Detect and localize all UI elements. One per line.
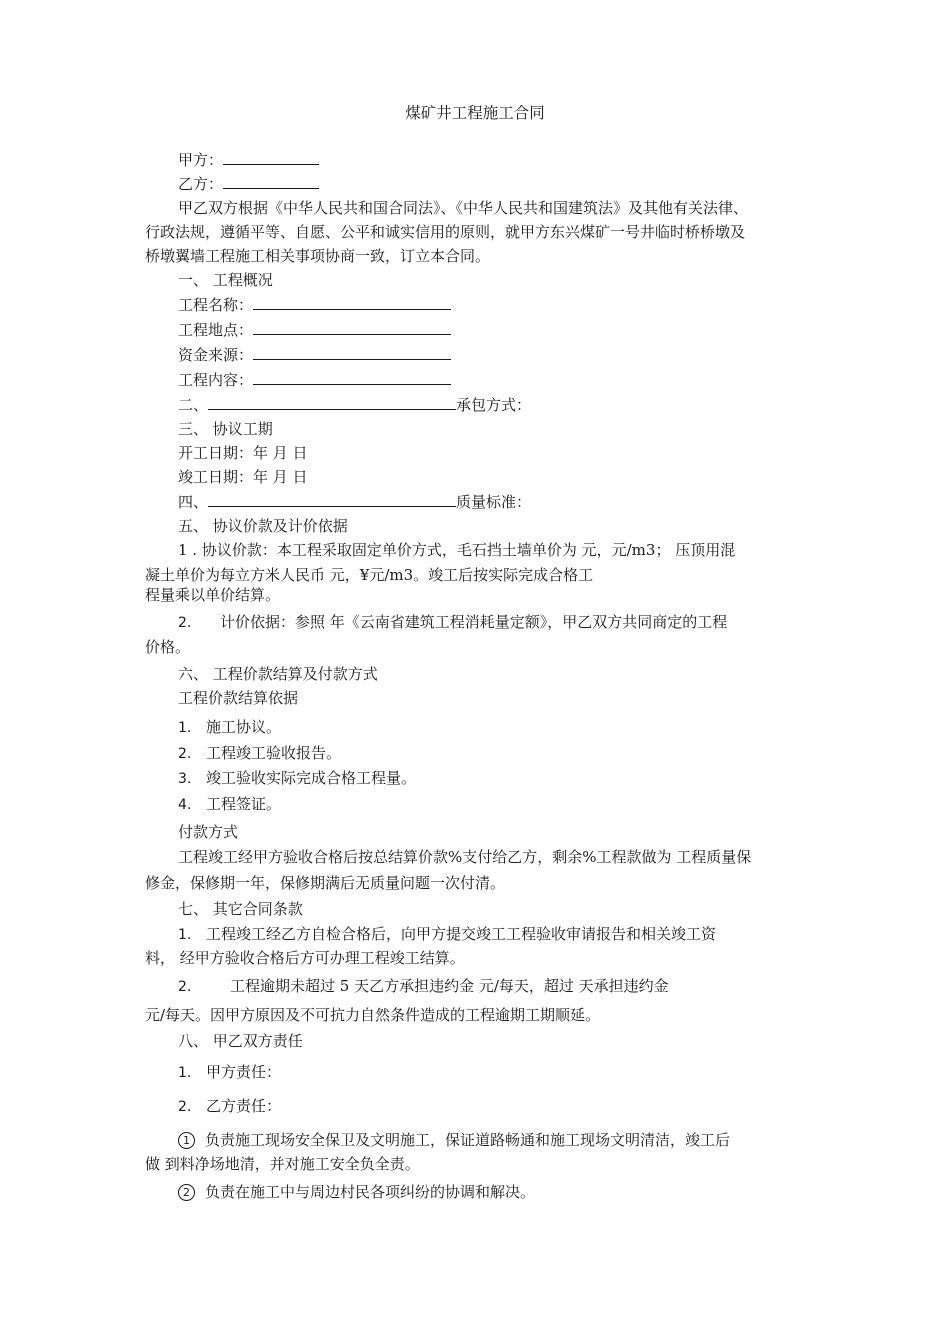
project-place-blank [253,320,451,335]
settlement-item-1 [178,717,281,738]
settlement-item-text: 工程竣工验收报告。 [206,744,342,762]
clause-2-line-1 [178,976,669,997]
intro-line-2: 行政法规，遵循平等、自愿、公平和诚实信用的原则，就甲方东兴煤矿一号井临时桥桥墩及 [145,223,746,241]
clause-2-text: 工程逾期未超过 5 天乙方承担违约金 元/每天，超过 天承担违约金 [230,977,669,995]
settlement-item-3 [178,768,416,789]
pricing-basis-line-1 [178,612,727,633]
project-place-line [178,320,451,340]
fund-source-blank [253,345,451,360]
pricing-basis-number: 2. [178,615,192,631]
settlement-item-number: 4. [178,797,192,813]
settlement-basis-heading: 工程价款结算依据 [178,689,299,707]
project-content-line [178,370,451,390]
project-name-label: 工程名称： [178,296,254,314]
section-4-blank [208,492,456,507]
duty-item-1-line-1 [178,1130,730,1150]
payment-line-2: 修金，保修期一年，保修期满后无质量问题一次付清。 [145,874,506,892]
section-1-heading: 一、 工程概况 [178,271,273,289]
project-content-label: 工程内容： [178,371,254,389]
duty-item-2-line [178,1182,535,1202]
payment-line-1: 工程竣工经甲方验收合格后按总结算价款%支付给乙方，剩余%工程款做为 工程质量保 [178,848,752,866]
section-2-line [178,395,531,415]
settlement-item-number: 3. [178,771,192,787]
end-date-line: 竣工日期：年 月 日 [178,468,308,486]
duty-item-1-text: 负责施工现场安全保卫及文明施工，保证道路畅通和施工现场文明清洁，竣工后 [205,1131,731,1149]
party-b-duty-text: 乙方责任： [206,1097,282,1115]
settlement-item-text: 工程签证。 [206,795,282,813]
price-line-2: 凝土单价为每立方米人民币 元，¥元/m3。竣工后按实际完成合格工 [145,566,594,584]
section-4-prefix: 四、 [178,493,209,511]
clause-1-number: 1. [178,927,192,943]
section-6-heading: 六、 工程价款结算及付款方式 [178,665,378,683]
settlement-item-number: 1. [178,720,192,736]
party-b-duty-line [178,1096,281,1117]
fund-source-line [178,345,451,365]
start-date-line: 开工日期：年 月 日 [178,444,308,462]
party-b-line [178,174,319,194]
project-name-blank [253,295,451,310]
project-name-line [178,295,451,315]
section-4-suffix: 质量标准： [456,493,532,511]
price-line-1: 1 . 协议价款：本工程采取固定单价方式，毛石挡土墙单价为 元，元/m3； 压顶用混 [178,541,736,559]
section-4-line [178,492,531,512]
clause-1-line-1 [178,924,716,945]
document-title: 煤矿井工程施工合同 [405,104,545,122]
pricing-basis-text: 计价依据：参照 年《云南省建筑工程消耗量定额》，甲乙双方共同商定的工程 [220,613,728,631]
section-2-prefix: 二、 [178,396,209,414]
intro-line-3: 桥墩翼墙工程施工相关事项协商一致，订立本合同。 [145,247,491,265]
clause-1-line-2: 料， 经甲方验收合格后方可办理工程竣工结算。 [145,949,465,967]
party-b-label: 乙方： [178,175,224,193]
settlement-item-2 [178,743,341,764]
circled-number-1: 1 [178,1132,195,1149]
section-2-blank [208,395,456,410]
clause-1-text: 工程竣工经乙方自检合格后，向甲方提交竣工工程验收审请报告和相关竣工资 [206,925,717,943]
clause-2-number: 2. [178,979,192,995]
project-place-label: 工程地点： [178,321,254,339]
party-a-duty-line [178,1062,281,1083]
settlement-item-4 [178,794,281,815]
intro-line-1: 甲乙双方根据《中华人民共和国合同法》、《中华人民共和国建筑法》及其他有关法律、 [178,199,749,217]
settlement-item-number: 2. [178,746,192,762]
fund-source-label: 资金来源： [178,346,254,364]
clause-2-line-2: 元/每天。因甲方原因及不可抗力自然条件造成的工程逾期工期顺延。 [145,1006,601,1024]
project-content-blank [253,370,451,385]
payment-heading: 付款方式 [178,823,239,841]
section-3-heading: 三、 协议工期 [178,420,273,438]
pricing-basis-line-2: 价格。 [145,638,191,656]
settlement-item-text: 竣工验收实际完成合格工程量。 [206,769,417,787]
party-a-label: 甲方： [178,151,224,169]
section-8-heading: 八、 甲乙双方责任 [178,1032,303,1050]
party-a-duty-number: 1. [178,1065,192,1081]
party-a-line [178,150,319,170]
party-b-blank [223,174,319,189]
circled-number-2: 2 [178,1184,195,1201]
price-line-3: 程量乘以单价结算。 [145,586,281,604]
settlement-item-text: 施工协议。 [206,718,282,736]
section-7-heading: 七、 其它合同条款 [178,900,303,918]
section-5-heading: 五、 协议价款及计价依据 [178,517,348,535]
party-b-duty-number: 2. [178,1099,192,1115]
party-a-blank [223,150,319,165]
section-2-suffix: 承包方式： [456,396,532,414]
party-a-duty-text: 甲方责任： [206,1063,282,1081]
duty-item-2-text: 负责在施工中与周边村民各项纠纷的协调和解决。 [205,1183,536,1201]
duty-item-1-line-2: 做 到料净场地清，并对施工安全负全责。 [145,1155,420,1173]
